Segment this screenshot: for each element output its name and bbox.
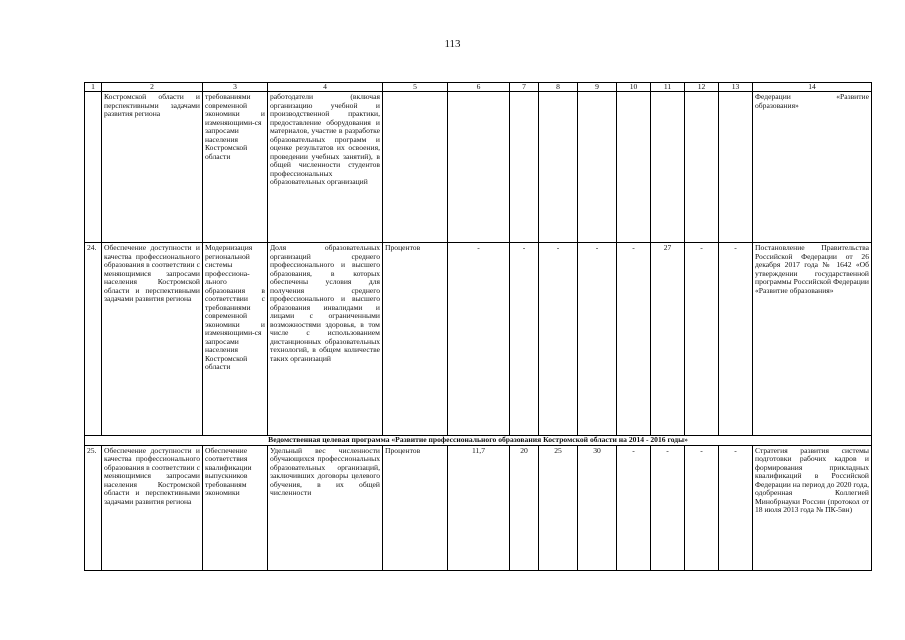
column-header: 5 <box>383 83 448 92</box>
value-cell <box>719 92 753 243</box>
task-cell: Обеспечение соответствия квалификации выпускников требованиям экономики <box>203 445 268 570</box>
table-row <box>85 92 872 243</box>
section-header-row <box>85 436 872 446</box>
value-cell <box>651 92 685 243</box>
basis-cell: Постановление Правительства Российской Федерации от 26 декабря 2017 года № 1642 «Об утверждении государственной программы Российской Федерации «Развитие образования» <box>753 243 872 436</box>
value-cell <box>539 92 578 243</box>
column-header: 4 <box>268 83 383 92</box>
section-title: Ведомственная целевая программа «Развитие профессионального образования Костромской области на 2014 - 2016 годы» <box>85 436 872 446</box>
goal-cell: Обеспечение доступности и качества профессионального образования в соответствии с меняющимися запросами населения Костромской области и перспективными задачами развития региона <box>102 243 203 436</box>
column-header: 14 <box>753 83 872 92</box>
column-header: 7 <box>510 83 539 92</box>
unit-cell: Процентов <box>383 243 448 436</box>
column-header: 3 <box>203 83 268 92</box>
value-cell: - <box>685 243 719 436</box>
value-cell <box>578 92 617 243</box>
indicators-table <box>84 82 872 571</box>
row-number: 24. <box>85 243 102 436</box>
column-header: 6 <box>448 83 510 92</box>
value-cell: 25 <box>539 445 578 570</box>
unit-cell: Процентов <box>383 445 448 570</box>
column-header: 13 <box>719 83 753 92</box>
value-cell: - <box>685 445 719 570</box>
table-row <box>85 445 872 570</box>
value-cell <box>448 92 510 243</box>
column-header: 12 <box>685 83 719 92</box>
basis-cell: Стратегия развития системы подготовки рабочих кадров и формирования прикладных квалификаций в Российской Федерации на период до 2020 года, одобренная Коллегией Минобрнауки России (протокол от 18 июля 2013 года № ПК-5вн) <box>753 445 872 570</box>
value-cell <box>510 92 539 243</box>
indicator-cell: работодатели (включая организацию учебной и производственной практики, предоставление оборудования и материалов, участие в разработке образовательных программ и оценке результатов их освоения, проведении учебных занятий), в общей численности студентов профессиональных образовательных организаций <box>268 92 383 243</box>
table-row <box>85 243 872 436</box>
goal-cell: Костромской области и перспективными задачами развития региона <box>102 92 203 243</box>
row-number <box>85 92 102 243</box>
indicator-cell: Доля образовательных организаций среднего профессионального и высшего образования, в которых обеспечены условия для получения среднего профессионального и высшего образования инвалидами и лицами с ограниченными возможностями здоровья, в том числе с использованием дистанционных образовательных технологий, в общем количестве таких организаций <box>268 243 383 436</box>
column-header: 10 <box>617 83 651 92</box>
value-cell: - <box>539 243 578 436</box>
basis-cell: Федерации «Развитие образования» <box>753 92 872 243</box>
value-cell: - <box>719 243 753 436</box>
goal-cell: Обеспечение доступности и качества профессионального образования в соответствии с меняющимися запросами населения Костромской области и перспективными задачами развития региона <box>102 445 203 570</box>
value-cell: 27 <box>651 243 685 436</box>
value-cell: - <box>448 243 510 436</box>
value-cell <box>617 92 651 243</box>
value-cell: 11,7 <box>448 445 510 570</box>
unit-cell <box>383 92 448 243</box>
task-cell: Модернизация региональной системы профессиона-льного образования в соответствии с требованиями современной экономики и изменяющими-ся запросами населения Костромской области <box>203 243 268 436</box>
value-cell <box>685 92 719 243</box>
column-header: 2 <box>102 83 203 92</box>
value-cell: - <box>617 445 651 570</box>
value-cell: 20 <box>510 445 539 570</box>
column-header: 1 <box>85 83 102 92</box>
row-number: 25. <box>85 445 102 570</box>
indicator-cell: Удельный вес численности обучающихся профессиональных образовательных организаций, заключивших договоры целевого обучения, в их общей численности <box>268 445 383 570</box>
value-cell: - <box>719 445 753 570</box>
column-header: 8 <box>539 83 578 92</box>
task-cell: требованиями современной экономики и изменяющими-ся запросами населения Костромской области <box>203 92 268 243</box>
value-cell: - <box>617 243 651 436</box>
column-header: 11 <box>651 83 685 92</box>
value-cell: - <box>651 445 685 570</box>
value-cell: 30 <box>578 445 617 570</box>
value-cell: - <box>510 243 539 436</box>
value-cell: - <box>578 243 617 436</box>
page-number: 113 <box>444 38 461 50</box>
table-header-row <box>85 83 872 92</box>
column-header: 9 <box>578 83 617 92</box>
